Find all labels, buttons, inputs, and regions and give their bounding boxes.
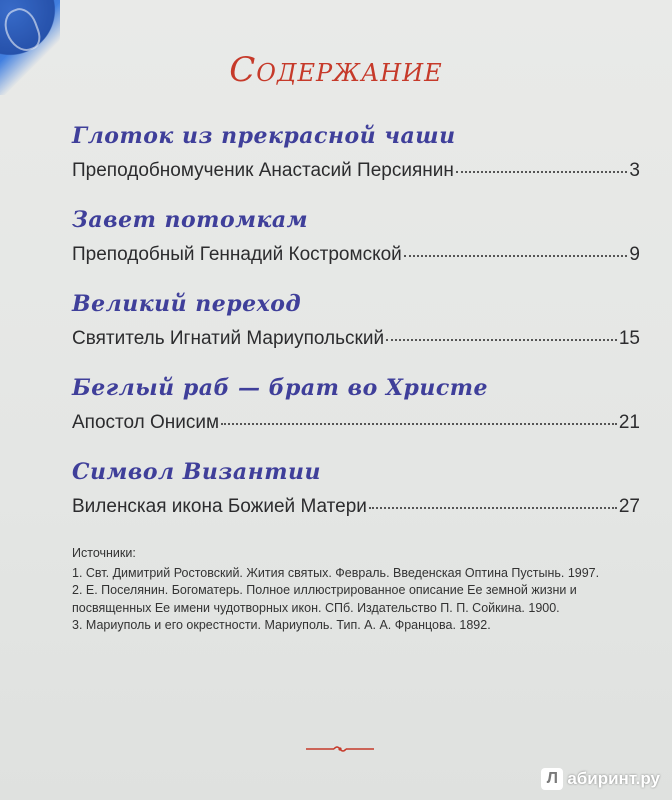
page-number: 27 <box>618 496 640 517</box>
toc-subject: Преподобномученик Анастасий Персиянин <box>72 160 454 181</box>
chapter-title: Глоток из прекрасной чаши <box>72 123 456 149</box>
toc-subject: Апостол Онисим <box>72 412 220 433</box>
toc-subject: Виленская икона Божией Матери <box>72 496 367 517</box>
source-item: 1. Свт. Димитрий Ростовский. Жития святых. Февраль. Введенская Оптина Пустынь. 1997. <box>72 565 600 580</box>
chapter-title: Беглый раб — брат во Христе <box>72 375 489 401</box>
toc-line <box>72 154 640 188</box>
page-number: 15 <box>618 328 640 349</box>
toc-subject: Святитель Игнатий Мариупольский <box>72 328 385 349</box>
toc-line <box>72 406 640 440</box>
toc-entry <box>72 286 640 370</box>
toc-line <box>72 490 640 524</box>
page-number: 21 <box>618 412 640 433</box>
toc-entry <box>72 454 640 538</box>
labirint-logo-icon: Л <box>541 768 563 790</box>
sources-section <box>72 545 632 635</box>
source-item: 2. Е. Поселянин. Богоматерь. Полное иллюстрированное описание Ее земной жизни и посвященных Ее имени чудотворных икон. СПб. Издательство П. П. Сойкина. 1900. <box>72 583 577 615</box>
watermark-text: абиринт.ру <box>567 769 660 788</box>
toc-entry <box>72 370 640 454</box>
table-of-contents <box>72 118 640 538</box>
chapter-title: Завет потомкам <box>72 207 309 233</box>
toc-subject: Преподобный Геннадий Костромской <box>72 244 402 265</box>
dot-leader <box>386 338 617 341</box>
source-item: 3. Мариуполь и его окрестности. Мариуполь. Тип. А. А. Францова. 1892. <box>72 618 491 632</box>
page-number: 9 <box>629 244 640 265</box>
chapter-title: Великий переход <box>72 291 302 317</box>
dot-leader <box>221 422 617 425</box>
dot-leader <box>369 506 617 509</box>
sources-heading: Источники: <box>72 546 136 560</box>
page-number: 3 <box>629 160 640 181</box>
chapter-title: Символ Византии <box>72 459 321 485</box>
dot-leader <box>404 254 628 257</box>
toc-line <box>72 322 640 356</box>
toc-line <box>72 238 640 272</box>
toc-entry <box>72 202 640 286</box>
toc-entry <box>72 118 640 202</box>
labirint-watermark <box>541 768 660 790</box>
ornamental-divider <box>304 744 376 754</box>
page-title: Содержание <box>229 50 443 90</box>
dot-leader <box>456 170 628 173</box>
